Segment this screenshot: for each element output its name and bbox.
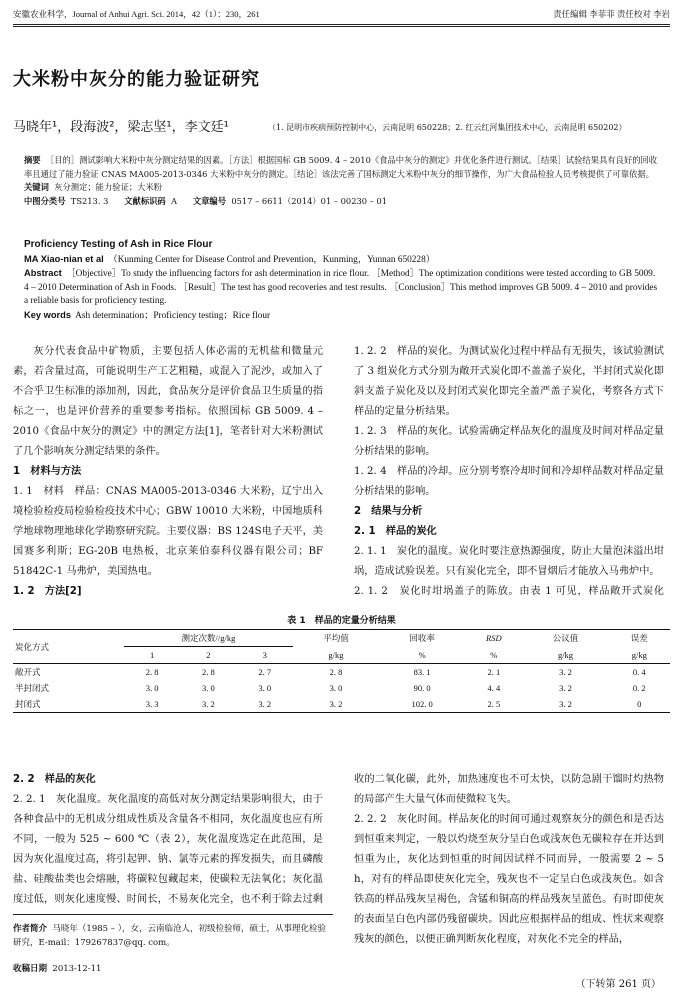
author-bio — [13, 922, 333, 950]
th-avg: 平均值 — [323, 633, 349, 644]
table-cell: 83. 1 — [413, 667, 431, 677]
doc-label: 文献标识码 — [124, 195, 166, 206]
en-keywords-label: Key words — [24, 309, 72, 320]
th-avg-unit: g/kg — [328, 649, 344, 660]
received-label: 收稿日期 — [13, 964, 48, 974]
abstract-cn — [24, 154, 660, 208]
paragraph: 2. 2. 1 灰化温度。灰化温度的高低对灰分测定结果影响很大，由于各种食品中的无机成分组成性质及含量各不相同，灰化温度也应有所不同，一般为 525 ~ 600 ℃（表 2），灰化温度选定在此范围，是因为灰化温度过高，将引起钾、钠、氯等元素的挥发损失，而且磷酸盐、硅酸盐类也会熔融，将碳粒包藏起来，使碳粒无法氧化；灰化温度过低，则灰化速度慢、时间长，不易灰化完全，也不利于除去过剩 — [13, 794, 323, 905]
header-rule-2 — [13, 26, 670, 27]
running-header — [13, 8, 670, 22]
authors: 马晓年¹，段海波²，梁志坚¹，李文廷¹ — [13, 120, 229, 135]
th-rsd: RSD — [486, 633, 502, 644]
left-column-top — [13, 342, 323, 604]
table-cell: 0. 4 — [632, 667, 646, 677]
paragraph: 1. 2. 2 样品的炭化。为测试炭化过程中样品有无损失，该试验测试了 3 组炭化方式分别为敞开式炭化即不盖盖子炭化，半封闭式炭化即斜支盖子炭化及以及封闭式炭化即完全盖严盖子炭化，考察各方式下样品的定量分析结果。 — [354, 346, 664, 417]
table-cell: 3. 2 — [329, 699, 343, 709]
paragraph — [13, 602, 323, 604]
table-cell: 半封闭式 — [15, 683, 50, 693]
table-cell: 2. 8 — [202, 667, 215, 677]
th-err-unit: g/kg — [631, 649, 647, 660]
table-row — [13, 664, 670, 681]
section-heading: 1 材料与方法 — [13, 466, 82, 477]
section-heading: 2 结果与分析 — [354, 506, 423, 517]
table-cell: 封闭式 — [15, 699, 41, 709]
section-heading: 1. 2 方法[2] — [13, 586, 82, 597]
table-cell: 3. 2 — [258, 699, 272, 709]
journal-citation: 安徽农业科学，Journal of Anhui Agri. Sci. 2014，42（1）：230，261 — [13, 9, 260, 19]
table-cell: 2. 8 — [145, 667, 159, 677]
th-method: 炭化方式 — [15, 641, 50, 652]
th-ref: 公议值 — [552, 633, 579, 644]
paragraph: 1. 1 材料 样品：CNAS MA005-2013-0346 大米粉，辽宁出入境检验检疫局检验检疫技术中心；GBW 10010 大米粉，中国地质科学地球物理地球化学勘察研究院。主要仪器：BS 124S电子天平，美国赛多利斯；EG-20B 电热板，北京莱伯泰科仪器有限公司；BF 51842C-1 马弗炉，美国热电。 — [13, 486, 323, 577]
keywords-label: 关键词 — [24, 182, 49, 192]
table-cell: 2. 1 — [487, 667, 501, 677]
paragraph: 收的二氧化碳，此外，加热速度也不可太快，以防急剧干馏时灼热物的局部产生大量气体而使微粒飞失。 — [354, 774, 664, 805]
en-affil: （Kunming Center for Disease Control and Prevention，Kunming，Yunnan 650228） — [108, 254, 436, 265]
abstract-text: ［目的］测试影响大米粉中灰分测定结果的因素。［方法］根据国标 GB 5009. 4 – 2010《食品中灰分的测定》并优化条件进行测试。［结果］试验结果具有良好的回收率且通过了能力验证 CNAS MA005-2013-0346 大米粉中灰分的测定。［结论］该法完善了国标测定大米粉中灰分的细节操作，为广大食品检验人员考核提供了可靠依据。 — [24, 155, 658, 179]
table-row — [13, 680, 670, 696]
en-abstract-text: ［Objective］To study the influencing factors for ash determination in rice flour. ［Method］The optimization conditions were tested according to GB 5009. 4 – 2010 Determination of Ash in Foods. ［Result］The test has good recoveries and test results. ［Conclusion］This method improves GB 5009. 4 – 2010 and provides a reliable basis for proficiency testing. — [24, 269, 658, 306]
table-cell: 3. 0 — [145, 683, 159, 693]
editors-line: 责任编辑 李菲菲 责任校对 李岩 — [553, 9, 670, 19]
paragraph: 2. 1. 2 炭化时坩埚盖子的陈放。由表 1 可见，样品敞开式炭化 — [354, 586, 664, 597]
footnote-rule — [13, 914, 333, 915]
received-date — [13, 962, 101, 974]
right-column-top — [354, 342, 664, 604]
section-heading: 2. 1 样品的炭化 — [354, 526, 437, 537]
table-cell: 3. 0 — [258, 683, 272, 693]
doc-value: A — [171, 195, 177, 206]
affiliation: （1. 昆明市疾病预防控制中心，云南昆明 650228；2. 红云红河集团技术中心，云南昆明 650202） — [268, 123, 627, 132]
table-cell: 4. 4 — [487, 683, 501, 693]
left-column-bottom — [13, 770, 323, 910]
bio-label: 作者简介 — [13, 924, 48, 934]
right-column-bottom — [354, 770, 664, 970]
table-cell: 3. 0 — [202, 683, 215, 693]
paragraph: 2. 2. 2 灰化时间。样品灰化的时间可通过观察灰分的颜色和是否达到恒重来判定，一般以灼烧至灰分呈白色或浅灰色无碳粒存在并达到恒重为止，灰化达到恒重的时间因试样不同而异，一般需要 2 ~ 5 h，对有的样品即使灰化完全，残灰也不一定呈白色或浅灰色。如含铁高的样品残灰呈褐色，含锰和铜高的样品残灰呈蓝色。有时即使灰的表面呈白色内部仍残留碳块。因此应根据样品的组成、性状来观察残灰的颜色，以便正确判断灰化程度，对灰化不完全的样品， — [354, 814, 664, 945]
table-cell: 3. 2 — [202, 699, 215, 709]
abstract-label: 摘要 — [24, 155, 41, 165]
table-cell: 102. 0 — [411, 699, 433, 709]
results-table — [13, 629, 670, 713]
article-title: 大米粉中灰分的能力验证研究 — [13, 69, 260, 90]
section-heading: 2. 2 样品的灰化 — [13, 774, 96, 785]
th-ref-unit: g/kg — [557, 649, 574, 660]
cls-label: 中图分类号 — [24, 195, 66, 206]
table-cell: 2. 5 — [487, 699, 501, 709]
table-cell: 90. 0 — [413, 683, 431, 693]
paragraph: 灰分代表食品中矿物质，主要包括人体必需的无机盐和微量元素，若含量过高，可能说明生产工艺粗糙，或混入了泥沙，或加入了不合乎卫生标准的添加剂，因此，食品灰分是评价食品卫生质量的指标之一，也是评价营养的重要参考指标。依照国标 GB 5009. 4 –2010《食品中灰分的测定》中的测定方法[1]，笔者针对大米粉测试了几个影响灰分测定结果的条件。 — [13, 346, 323, 457]
table-caption: 表 1 样品的定量分析结果 — [287, 616, 396, 626]
table-cell: 0 — [637, 699, 642, 709]
table-cell: 0. 2 — [632, 683, 646, 693]
table-cell: 3. 2 — [559, 683, 572, 693]
table-cell: 3. 2 — [559, 667, 572, 677]
table-cell: 3. 2 — [559, 699, 572, 709]
paragraph: 1. 2. 3 样品的灰化。试验需确定样品灰化的温度及时间对样品定量分析结果的影响。 — [354, 426, 664, 457]
received-value: 2013-12-11 — [52, 964, 102, 974]
paragraph: 1. 2. 4 样品的冷却。应分别考察冷却时间和冷却样品数对样品定量分析结果的影响。 — [354, 466, 664, 497]
table-cell: 敞开式 — [15, 667, 41, 677]
cls-value: TS213. 3 — [70, 195, 109, 206]
th-rec: 回收率 — [409, 633, 435, 644]
paragraph: 2. 1. 1 炭化的温度。炭化时要注意热源强度，防止大量泡沫溢出坩埚，造成试验误差。只有炭化完全，即不冒烟后才能放入马弗炉中。 — [354, 546, 664, 577]
th-n3: 3 — [262, 650, 267, 660]
table-cell: 3. 0 — [329, 683, 343, 693]
en-keywords: Ash determination；Proficiency testing；Rice flour — [75, 310, 271, 321]
en-title: Proficiency Testing of Ash in Rice Flour — [24, 239, 213, 250]
table-cell: 3. 3 — [145, 699, 159, 709]
th-times: 测定次数//g/kg — [124, 630, 293, 647]
th-n1: 1 — [150, 650, 155, 660]
table-cell: 2. 7 — [258, 667, 272, 677]
th-rec-unit: % — [418, 649, 426, 660]
bio-text: 马晓年（1985 – ），女，云南临沧人，初级检验师，硕士，从事理化检验研究，E-mail：179267837@qq. com。 — [13, 924, 326, 948]
art-value: 0517 – 6611（2014）01 – 00230 – 01 — [231, 195, 388, 206]
continued-note: （下转第 261 页） — [575, 979, 661, 990]
th-n2: 2 — [206, 650, 211, 660]
header-rule — [13, 24, 670, 25]
en-author: MA Xiao-nian et al — [24, 253, 104, 264]
abstract-en — [24, 238, 660, 323]
th-rsd-unit: % — [490, 649, 498, 660]
art-label: 文章编号 — [192, 195, 227, 206]
th-err: 误差 — [630, 633, 648, 644]
table-cell: 2. 8 — [329, 667, 343, 677]
keywords: 灰分测定；能力验证；大米粉 — [54, 182, 163, 192]
table-row — [13, 696, 670, 713]
en-abstract-label: Abstract — [24, 268, 62, 278]
